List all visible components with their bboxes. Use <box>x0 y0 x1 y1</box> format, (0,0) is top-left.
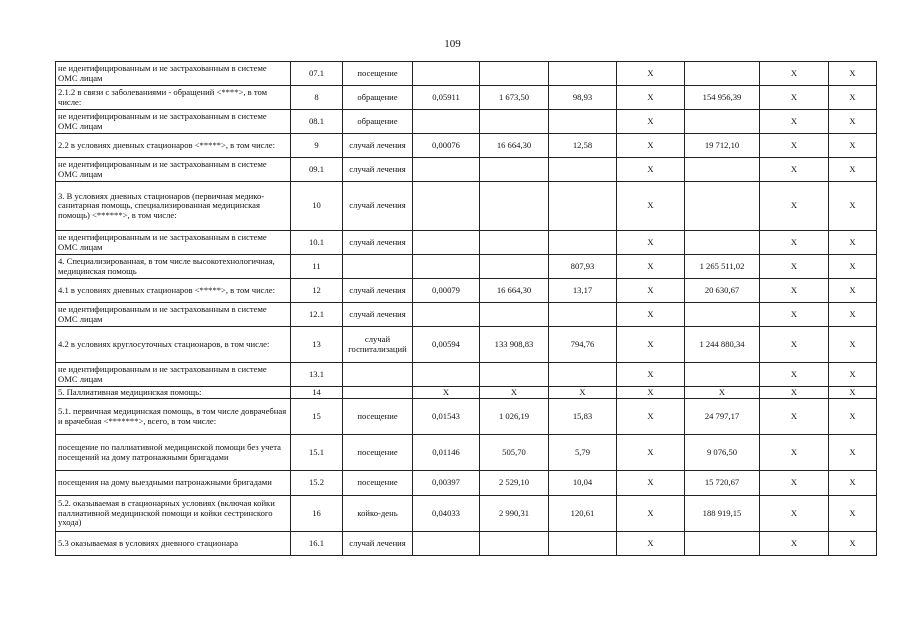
value-cell-6: Х <box>760 387 829 399</box>
row-number-cell: 11 <box>291 255 343 279</box>
value-cell-3 <box>549 532 617 556</box>
table-row <box>56 327 877 363</box>
value-cell-3 <box>549 303 617 327</box>
value-cell-1: 0,01543 <box>413 399 480 435</box>
row-name-cell: посещения на дому выездными патронажными бригадами <box>56 471 291 496</box>
value-cell-1 <box>413 62 480 86</box>
value-cell-2: 16 664,30 <box>480 279 549 303</box>
value-cell-2 <box>480 363 549 387</box>
value-cell-2 <box>480 182 549 231</box>
value-cell-6: Х <box>760 303 829 327</box>
value-cell-6: Х <box>760 279 829 303</box>
row-unit-cell <box>343 387 413 399</box>
value-cell-7: Х <box>829 327 877 363</box>
value-cell-6: Х <box>760 231 829 255</box>
value-cell-3: 15,83 <box>549 399 617 435</box>
value-cell-1: 0,05911 <box>413 86 480 110</box>
row-unit-cell: случай лечения <box>343 279 413 303</box>
table-row <box>56 303 877 327</box>
value-cell-1: 0,00397 <box>413 471 480 496</box>
value-cell-2 <box>480 303 549 327</box>
value-cell-3: 807,93 <box>549 255 617 279</box>
value-cell-4: Х <box>617 62 685 86</box>
row-unit-cell: посещение <box>343 399 413 435</box>
value-cell-3: Х <box>549 387 617 399</box>
value-cell-5: Х <box>685 387 760 399</box>
value-cell-2: Х <box>480 387 549 399</box>
value-cell-4: Х <box>617 327 685 363</box>
value-cell-4: Х <box>617 158 685 182</box>
value-cell-3: 794,76 <box>549 327 617 363</box>
row-number-cell: 9 <box>291 134 343 158</box>
value-cell-5: 9 076,50 <box>685 435 760 471</box>
value-cell-4: Х <box>617 471 685 496</box>
value-cell-7: Х <box>829 303 877 327</box>
value-cell-5: 20 630,67 <box>685 279 760 303</box>
value-cell-4: Х <box>617 435 685 471</box>
value-cell-5 <box>685 532 760 556</box>
value-cell-6: Х <box>760 327 829 363</box>
row-name-cell: 3. В условиях дневных стационаров (первичная медико-санитарная помощь, специализированная медицинская помощь) <******>, в том числе: <box>56 182 291 231</box>
row-unit-cell: койко-день <box>343 496 413 532</box>
row-unit-cell: случай лечения <box>343 231 413 255</box>
value-cell-4: Х <box>617 86 685 110</box>
value-cell-6: Х <box>760 532 829 556</box>
value-cell-5 <box>685 363 760 387</box>
row-unit-cell: обращение <box>343 110 413 134</box>
value-cell-7: Х <box>829 363 877 387</box>
row-number-cell: 16.1 <box>291 532 343 556</box>
value-cell-1: 0,00076 <box>413 134 480 158</box>
value-cell-2 <box>480 110 549 134</box>
row-unit-cell: посещение <box>343 471 413 496</box>
value-cell-2 <box>480 532 549 556</box>
value-cell-5: 1 244 880,34 <box>685 327 760 363</box>
value-cell-2: 16 664,30 <box>480 134 549 158</box>
row-name-cell: не идентифицированным и не застрахованным в системе ОМС лицам <box>56 110 291 134</box>
row-name-cell: посещение по паллиативной медицинской помощи без учета посещений на дому патронажными бригадами <box>56 435 291 471</box>
value-cell-1 <box>413 363 480 387</box>
value-cell-2 <box>480 158 549 182</box>
value-cell-6: Х <box>760 62 829 86</box>
table-row <box>56 134 877 158</box>
value-cell-2: 1 026,19 <box>480 399 549 435</box>
value-cell-4: Х <box>617 363 685 387</box>
value-cell-5 <box>685 110 760 134</box>
row-name-cell: не идентифицированным и не застрахованным в системе ОМС лицам <box>56 231 291 255</box>
value-cell-7: Х <box>829 532 877 556</box>
value-cell-1 <box>413 255 480 279</box>
value-cell-4: Х <box>617 387 685 399</box>
table-row <box>56 399 877 435</box>
value-cell-7: Х <box>829 231 877 255</box>
table-row <box>56 387 877 399</box>
value-cell-7: Х <box>829 182 877 231</box>
table-row <box>56 363 877 387</box>
row-name-cell: 2.2 в условиях дневных стационаров <*****>, в том числе: <box>56 134 291 158</box>
value-cell-1 <box>413 303 480 327</box>
value-cell-1 <box>413 182 480 231</box>
row-name-cell: не идентифицированным и не застрахованным в системе ОМС лицам <box>56 62 291 86</box>
table-row <box>56 158 877 182</box>
row-unit-cell <box>343 363 413 387</box>
value-cell-1: 0,00079 <box>413 279 480 303</box>
value-cell-6: Х <box>760 255 829 279</box>
value-cell-6: Х <box>760 86 829 110</box>
value-cell-3 <box>549 231 617 255</box>
value-cell-6: Х <box>760 363 829 387</box>
row-number-cell: 13.1 <box>291 363 343 387</box>
value-cell-4: Х <box>617 399 685 435</box>
value-cell-1: 0,01146 <box>413 435 480 471</box>
value-cell-2: 1 673,50 <box>480 86 549 110</box>
value-cell-3: 13,17 <box>549 279 617 303</box>
value-cell-5 <box>685 158 760 182</box>
value-cell-5 <box>685 303 760 327</box>
value-cell-3: 10,04 <box>549 471 617 496</box>
value-cell-2: 2 990,31 <box>480 496 549 532</box>
row-number-cell: 08.1 <box>291 110 343 134</box>
value-cell-1: 0,00594 <box>413 327 480 363</box>
row-number-cell: 15.1 <box>291 435 343 471</box>
row-unit-cell: случай лечения <box>343 303 413 327</box>
value-cell-7: Х <box>829 110 877 134</box>
row-name-cell: 4.2 в условиях круглосуточных стационаров, в том числе: <box>56 327 291 363</box>
table-row <box>56 279 877 303</box>
row-unit-cell: посещение <box>343 435 413 471</box>
row-unit-cell: случай лечения <box>343 158 413 182</box>
value-cell-4: Х <box>617 532 685 556</box>
row-unit-cell: случай лечения <box>343 134 413 158</box>
value-cell-2: 2 529,10 <box>480 471 549 496</box>
row-unit-cell: посещение <box>343 62 413 86</box>
value-cell-1 <box>413 231 480 255</box>
row-name-cell: 5. Паллиативная медицинская помощь: <box>56 387 291 399</box>
value-cell-5 <box>685 231 760 255</box>
financing-table <box>55 61 877 556</box>
table-row <box>56 231 877 255</box>
value-cell-5: 1 265 511,02 <box>685 255 760 279</box>
value-cell-7: Х <box>829 158 877 182</box>
row-name-cell: 5.1. первичная медицинская помощь, в том числе доврачебная и врачебная <*******>, всего, в том числе: <box>56 399 291 435</box>
value-cell-4: Х <box>617 134 685 158</box>
row-name-cell: 2.1.2 в связи с заболеваниями - обращений <****>, в том числе: <box>56 86 291 110</box>
value-cell-2: 505,70 <box>480 435 549 471</box>
value-cell-7: Х <box>829 496 877 532</box>
value-cell-5: 19 712,10 <box>685 134 760 158</box>
table-row <box>56 255 877 279</box>
page-number: 109 <box>444 38 461 50</box>
row-number-cell: 10 <box>291 182 343 231</box>
value-cell-5 <box>685 62 760 86</box>
value-cell-3: 5,79 <box>549 435 617 471</box>
value-cell-5: 15 720,67 <box>685 471 760 496</box>
value-cell-1: Х <box>413 387 480 399</box>
value-cell-3 <box>549 158 617 182</box>
value-cell-6: Х <box>760 182 829 231</box>
value-cell-5 <box>685 182 760 231</box>
value-cell-1 <box>413 110 480 134</box>
table-row <box>56 496 877 532</box>
value-cell-6: Х <box>760 471 829 496</box>
value-cell-1 <box>413 532 480 556</box>
table-row <box>56 182 877 231</box>
value-cell-6: Х <box>760 134 829 158</box>
value-cell-2 <box>480 255 549 279</box>
value-cell-3: 12,58 <box>549 134 617 158</box>
row-name-cell: 5.2. оказываемая в стационарных условиях (включая койки паллиативной медицинской помощи и койки сестринского ухода) <box>56 496 291 532</box>
value-cell-6: Х <box>760 399 829 435</box>
value-cell-6: Х <box>760 158 829 182</box>
table-body <box>56 62 877 556</box>
row-unit-cell: случай госпитализаций <box>343 327 413 363</box>
table-row <box>56 532 877 556</box>
row-number-cell: 14 <box>291 387 343 399</box>
value-cell-7: Х <box>829 86 877 110</box>
value-cell-1: 0,04033 <box>413 496 480 532</box>
value-cell-4: Х <box>617 255 685 279</box>
row-name-cell: 5.3 оказываемая в условиях дневного стационара <box>56 532 291 556</box>
value-cell-6: Х <box>760 496 829 532</box>
value-cell-2 <box>480 62 549 86</box>
row-unit-cell: случай лечения <box>343 182 413 231</box>
table-row <box>56 62 877 86</box>
value-cell-3: 98,93 <box>549 86 617 110</box>
value-cell-7: Х <box>829 134 877 158</box>
row-name-cell: не идентифицированным и не застрахованным в системе ОМС лицам <box>56 363 291 387</box>
row-unit-cell: обращение <box>343 86 413 110</box>
row-name-cell: 4.1 в условиях дневных стационаров <*****>, в том числе: <box>56 279 291 303</box>
value-cell-4: Х <box>617 303 685 327</box>
value-cell-2 <box>480 231 549 255</box>
row-name-cell: не идентифицированным и не застрахованным в системе ОМС лицам <box>56 158 291 182</box>
value-cell-4: Х <box>617 182 685 231</box>
row-unit-cell: случай лечения <box>343 532 413 556</box>
value-cell-4: Х <box>617 231 685 255</box>
value-cell-6: Х <box>760 435 829 471</box>
value-cell-3 <box>549 182 617 231</box>
value-cell-5: 24 797,17 <box>685 399 760 435</box>
row-number-cell: 15 <box>291 399 343 435</box>
row-number-cell: 12.1 <box>291 303 343 327</box>
row-unit-cell <box>343 255 413 279</box>
value-cell-4: Х <box>617 496 685 532</box>
value-cell-7: Х <box>829 279 877 303</box>
table-row <box>56 435 877 471</box>
row-name-cell: не идентифицированным и не застрахованным в системе ОМС лицам <box>56 303 291 327</box>
row-number-cell: 09.1 <box>291 158 343 182</box>
value-cell-1 <box>413 158 480 182</box>
row-number-cell: 8 <box>291 86 343 110</box>
value-cell-3: 120,61 <box>549 496 617 532</box>
value-cell-3 <box>549 110 617 134</box>
row-number-cell: 13 <box>291 327 343 363</box>
table-row <box>56 471 877 496</box>
value-cell-5: 154 956,39 <box>685 86 760 110</box>
table-row <box>56 86 877 110</box>
value-cell-5: 188 919,15 <box>685 496 760 532</box>
value-cell-7: Х <box>829 387 877 399</box>
value-cell-6: Х <box>760 110 829 134</box>
value-cell-4: Х <box>617 110 685 134</box>
value-cell-3 <box>549 363 617 387</box>
value-cell-7: Х <box>829 399 877 435</box>
table-row <box>56 110 877 134</box>
value-cell-3 <box>549 62 617 86</box>
row-number-cell: 07.1 <box>291 62 343 86</box>
value-cell-7: Х <box>829 62 877 86</box>
row-number-cell: 15.2 <box>291 471 343 496</box>
row-number-cell: 12 <box>291 279 343 303</box>
value-cell-2: 133 908,83 <box>480 327 549 363</box>
row-name-cell: 4. Специализированная, в том числе высокотехнологичная, медицинская помощь <box>56 255 291 279</box>
value-cell-7: Х <box>829 471 877 496</box>
value-cell-7: Х <box>829 255 877 279</box>
value-cell-7: Х <box>829 435 877 471</box>
value-cell-4: Х <box>617 279 685 303</box>
row-number-cell: 10.1 <box>291 231 343 255</box>
row-number-cell: 16 <box>291 496 343 532</box>
